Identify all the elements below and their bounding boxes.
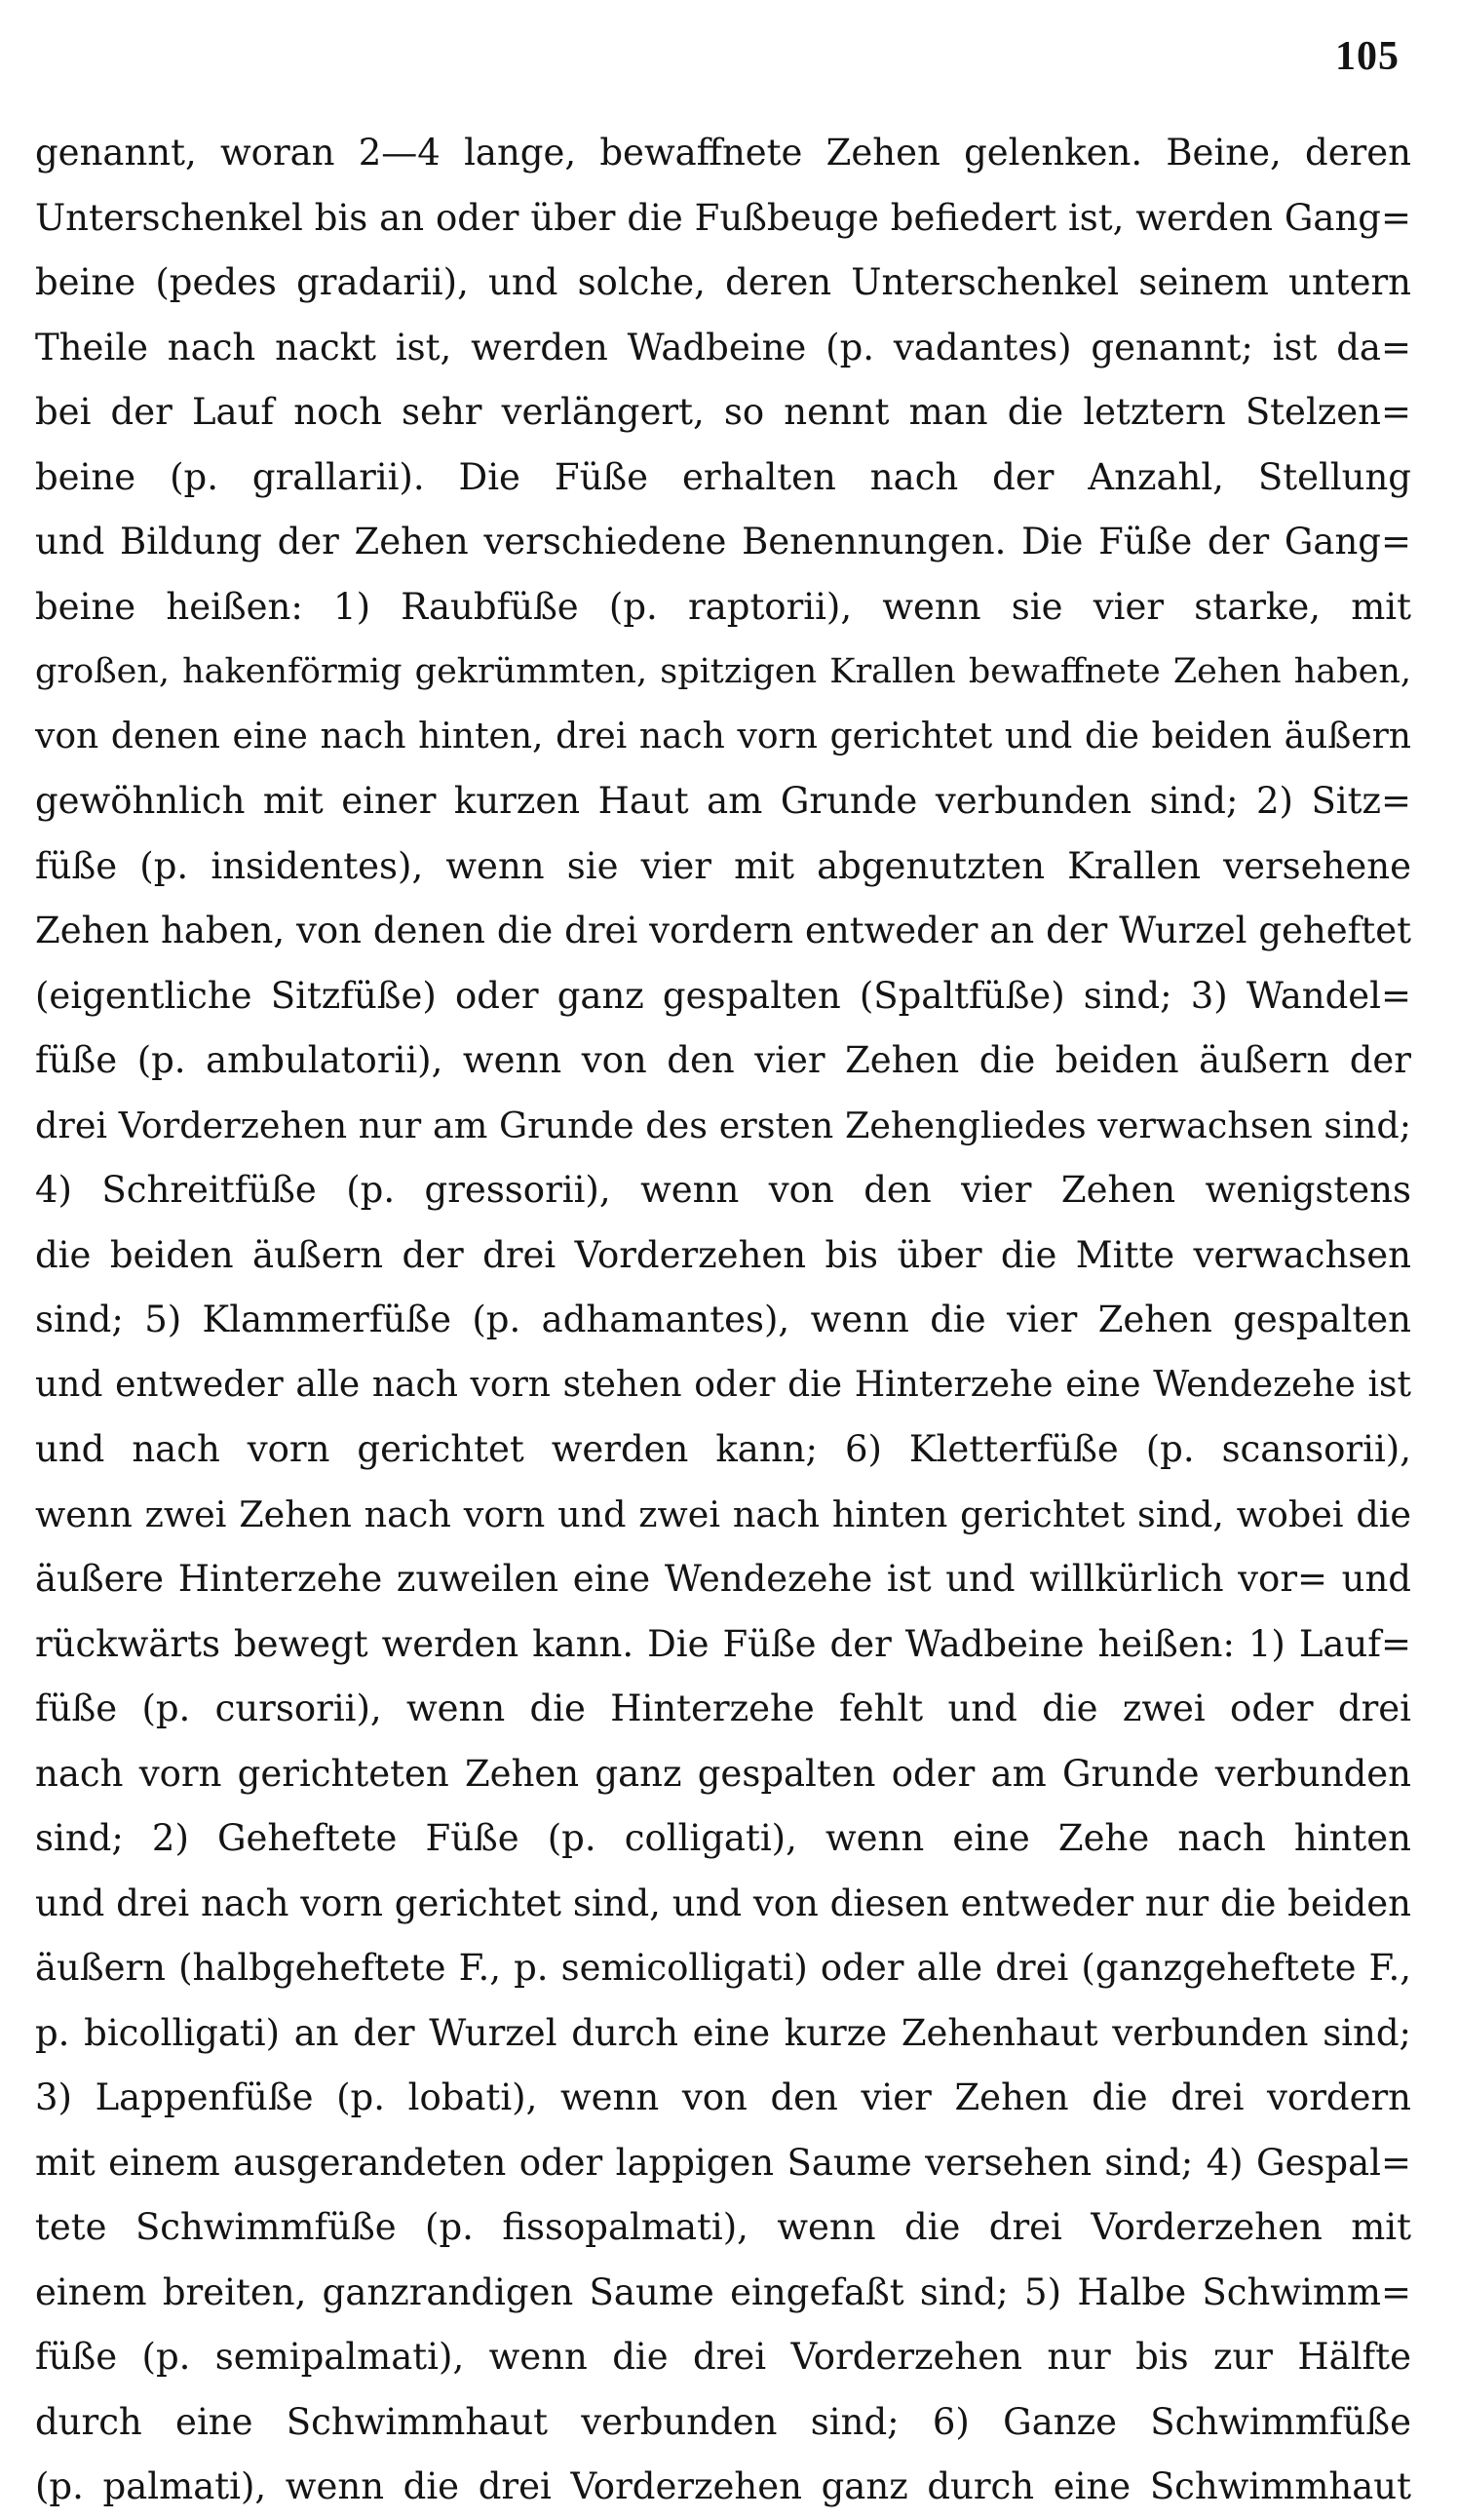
text-line-30: p. bicolligati) an der Wurzel durch eine kurze Zehenhaut verbunden sind;	[35, 2011, 1411, 2054]
text-line-3: beine (pedes gradarii), und solche, deren Unterschenkel seinem untern	[35, 261, 1411, 303]
text-line-14: (eigentliche Sitzfüße) oder ganz gespalten (Spaltfüße) sind; 3) Wandel=	[35, 974, 1411, 1017]
text-line-1: genannt, woran 2—4 lange, bewaffnete Zehen gelenken. Beine, deren	[35, 132, 1411, 174]
text-line-31: 3) Lappenfüße (p. lobati), wenn von den vier Zehen die drei vordern	[35, 2076, 1411, 2118]
text-line-7: und Bildung der Zehen verschiedene Benennungen. Die Füße der Gang=	[35, 521, 1411, 562]
text-line-37: (p. palmati), wenn die drei Vorderzehen ganz durch eine Schwimmhaut	[35, 2465, 1411, 2507]
text-line-24: rückwärts bewegt werden kann. Die Füße der Wadbeine heißen: 1) Lauf=	[35, 1622, 1411, 1665]
text-line-16: drei Vorderzehen nur am Grunde des ersten Zehengliedes verwachsen sind;	[35, 1104, 1411, 1146]
text-line-15: füße (p. ambulatorii), wenn von den vier Zehen die beiden äußern der	[35, 1039, 1411, 1081]
text-line-19: sind; 5) Klammerfüße (p. adhamantes), wenn die vier Zehen gespalten	[35, 1299, 1411, 1340]
text-line-13: Zehen haben, von denen die drei vordern entweder an der Wurzel geheftet	[35, 910, 1411, 951]
text-line-12: füße (p. insidentes), wenn sie vier mit abgenutzten Krallen versehene	[35, 844, 1411, 887]
text-line-25: füße (p. cursorii), wenn die Hinterzehe fehlt und die zwei oder drei	[35, 1687, 1411, 1729]
text-line-9: großen, hakenförmig gekrümmten, spitzigen Krallen bewaffnete Zehen haben,	[35, 652, 1411, 691]
text-line-26: nach vorn gerichteten Zehen ganz gespalten oder am Grunde verbunden	[35, 1752, 1411, 1795]
text-line-32: mit einem ausgerandeten oder lappigen Saume versehen sind; 4) Gespal=	[35, 2141, 1411, 2184]
text-line-6: beine (p. grallarii). Die Füße erhalten nach der Anzahl, Stellung	[35, 455, 1411, 498]
text-line-11: gewöhnlich mit einer kurzen Haut am Grunde verbunden sind; 2) Sitz=	[35, 780, 1411, 822]
text-line-36: durch eine Schwimmhaut verbunden sind; 6) Ganze Schwimmfüße	[35, 2400, 1411, 2443]
body-text	[35, 121, 1411, 2520]
text-line-22: wenn zwei Zehen nach vorn und zwei nach hinten gerichtet sind, wobei die	[35, 1493, 1411, 1535]
text-line-2: Unterschenkel bis an oder über die Fußbeuge befiedert ist, werden Gang=	[35, 196, 1411, 239]
text-line-28: und drei nach vorn gerichtet sind, und von diesen entweder nur die beiden	[35, 1881, 1411, 1924]
text-line-8: beine heißen: 1) Raubfüße (p. raptorii), wenn sie vier starke, mit	[35, 585, 1411, 628]
text-line-10: von denen eine nach hinten, drei nach vorn gerichtet und die beiden äußern	[35, 716, 1411, 756]
text-line-5: bei der Lauf noch sehr verlängert, so nennt man die letztern Stelzen=	[35, 391, 1411, 433]
text-line-17: 4) Schreitfüße (p. gressorii), wenn von den vier Zehen wenigstens	[35, 1169, 1411, 1211]
text-line-20: und entweder alle nach vorn stehen oder die Hinterzehe eine Wendezehe ist	[35, 1364, 1411, 1405]
page-number: 105	[1335, 34, 1400, 79]
text-line-35: füße (p. semipalmati), wenn die drei Vorderzehen nur bis zur Hälfte	[35, 2336, 1411, 2378]
text-line-23: äußere Hinterzehe zuweilen eine Wendezehe ist und willkürlich vor= und	[35, 1558, 1411, 1600]
text-line-4: Theile nach nackt ist, werden Wadbeine (p. vadantes) genannt; ist da=	[35, 326, 1411, 368]
text-line-21: und nach vorn gerichtet werden kann; 6) Kletterfüße (p. scansorii),	[35, 1428, 1411, 1470]
text-line-27: sind; 2) Geheftete Füße (p. colligati), wenn eine Zehe nach hinten	[35, 1817, 1411, 1859]
text-line-33: tete Schwimmfüße (p. fissopalmati), wenn die drei Vorderzehen mit	[35, 2206, 1411, 2248]
text-line-34: einem breiten, ganzrandigen Saume eingefaßt sind; 5) Halbe Schwimm=	[35, 2270, 1411, 2313]
text-line-18: die beiden äußern der drei Vorderzehen bis über die Mitte verwachsen	[35, 1233, 1411, 1276]
text-line-29: äußern (halbgeheftete F., p. semicolligati) oder alle drei (ganzgeheftete F.,	[35, 1947, 1411, 1989]
